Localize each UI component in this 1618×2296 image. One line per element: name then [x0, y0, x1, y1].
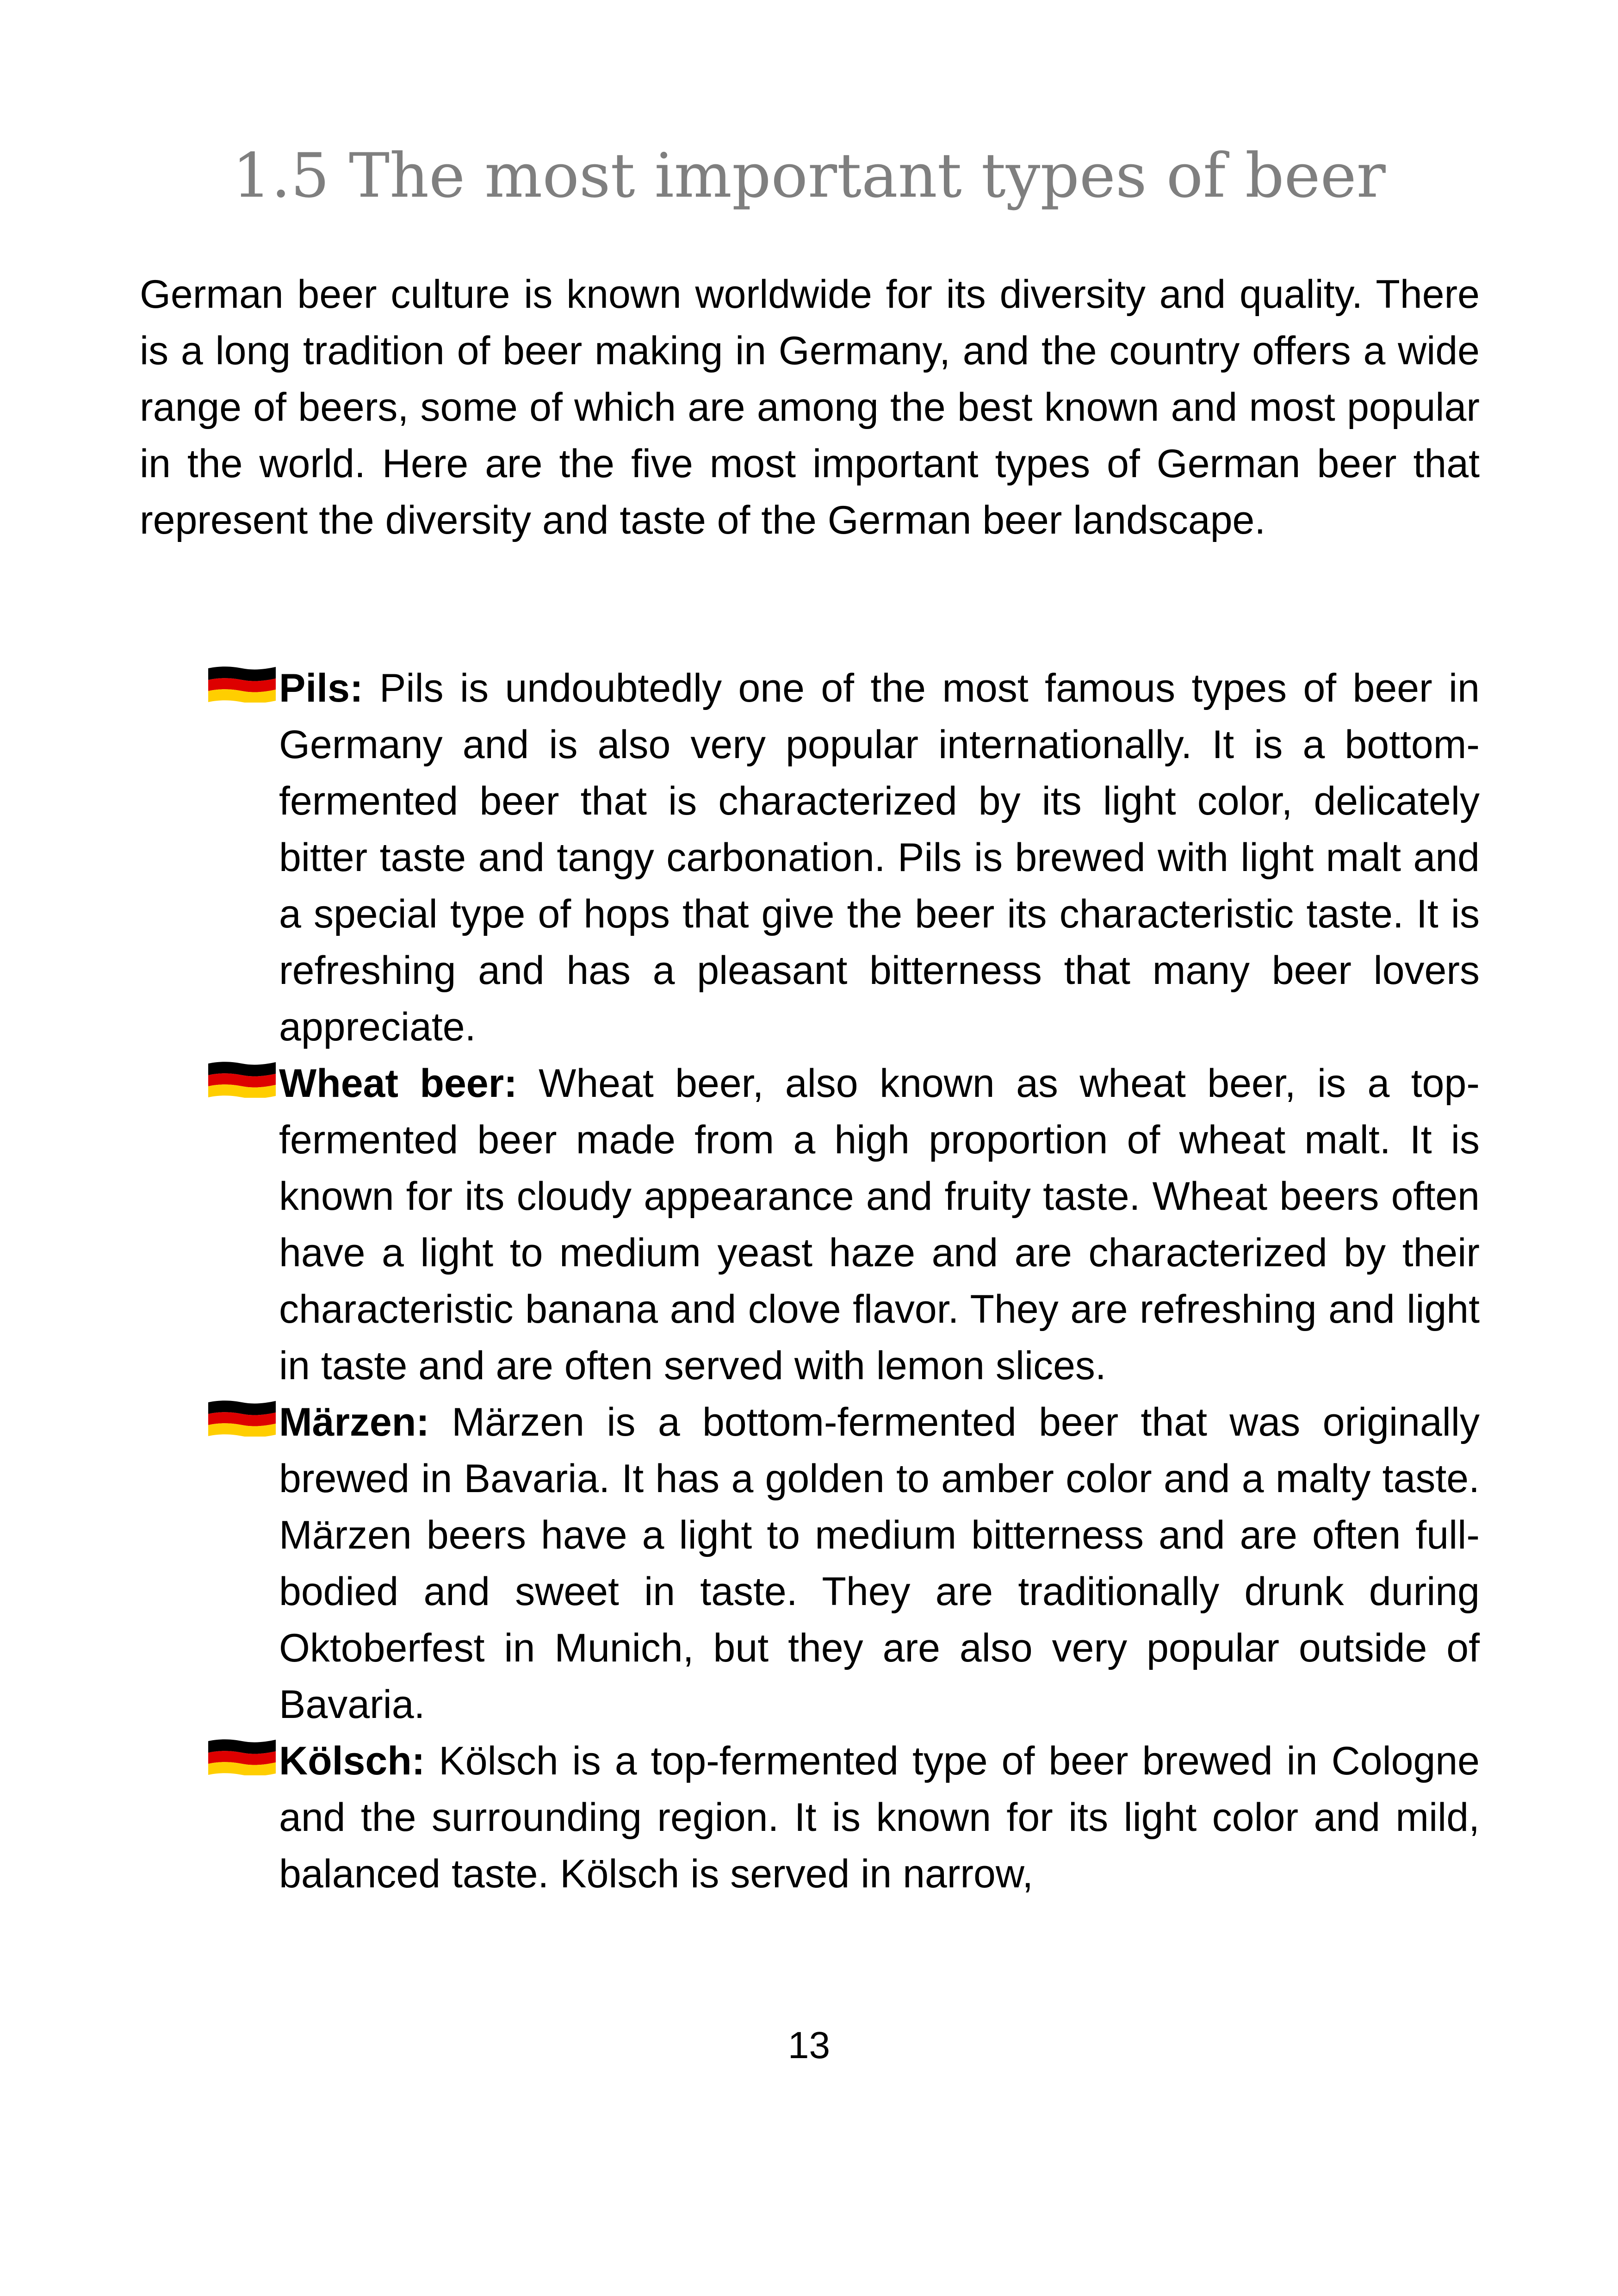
beer-name: Pils:	[279, 666, 363, 710]
beer-description: Kölsch is a top-fermented type of beer brewed in Cologne and the surrounding region. It is known for its light color and mild, balanced taste. Kölsch is served in narrow,	[279, 1739, 1480, 1896]
page-number: 13	[787, 2024, 831, 2066]
beer-description: Märzen is a bottom-fermented beer that was originally brewed in Bavaria. It has a golden to amber color and a malty taste. Märzen beers have a light to medium bitterness and are often full-bodied and sweet in taste. They are traditionally drunk during Oktoberfest in Munich, but they are also very popular outside of Bavaria.	[279, 1400, 1480, 1727]
section-title: 1.5 The most important types of beer	[232, 140, 1386, 212]
beer-name: Wheat beer:	[279, 1061, 517, 1106]
list-item-koelsch	[207, 1733, 1480, 1902]
beer-description: Wheat beer, also known as wheat beer, is a top-fermented beer made from a high proportion of wheat malt. It is known for its cloudy appearance and fruity taste. Wheat beers often have a light to medium yeast haze and are characterized by their characteristic banana and clove flavor. They are refreshing and light in taste and are often served with lemon slices.	[279, 1061, 1480, 1388]
german-flag-icon	[207, 1061, 277, 1098]
german-flag-icon	[207, 1400, 277, 1437]
list-item-pils	[207, 660, 1480, 1055]
german-flag-icon	[207, 666, 277, 703]
beer-description: Pils is undoubtedly one of the most famous types of beer in Germany and is also very popular internationally. It is a bottom-fermented beer that is characterized by its light color, delicately bitter taste and tangy carbonation. Pils is brewed with light malt and a special type of hops that give the beer its characteristic taste. It is refreshing and has a pleasant bitterness that many beer lovers appreciate.	[279, 666, 1480, 1049]
beer-type-list	[207, 660, 1480, 1902]
list-item-maerzen	[207, 1394, 1480, 1733]
beer-name: Kölsch:	[279, 1739, 425, 1783]
german-flag-icon	[207, 1738, 277, 1775]
beer-name: Märzen:	[279, 1400, 429, 1444]
intro-paragraph: German beer culture is known worldwide for its diversity and quality. There is a long tradition of beer making in Germany, and the country offers a wide range of beers, some of which are among the best known and most popular in the world. Here are the five most important types of German beer that represent the diversity and taste of the German beer landscape.	[140, 272, 1480, 542]
list-item-wheat-beer	[207, 1055, 1480, 1394]
